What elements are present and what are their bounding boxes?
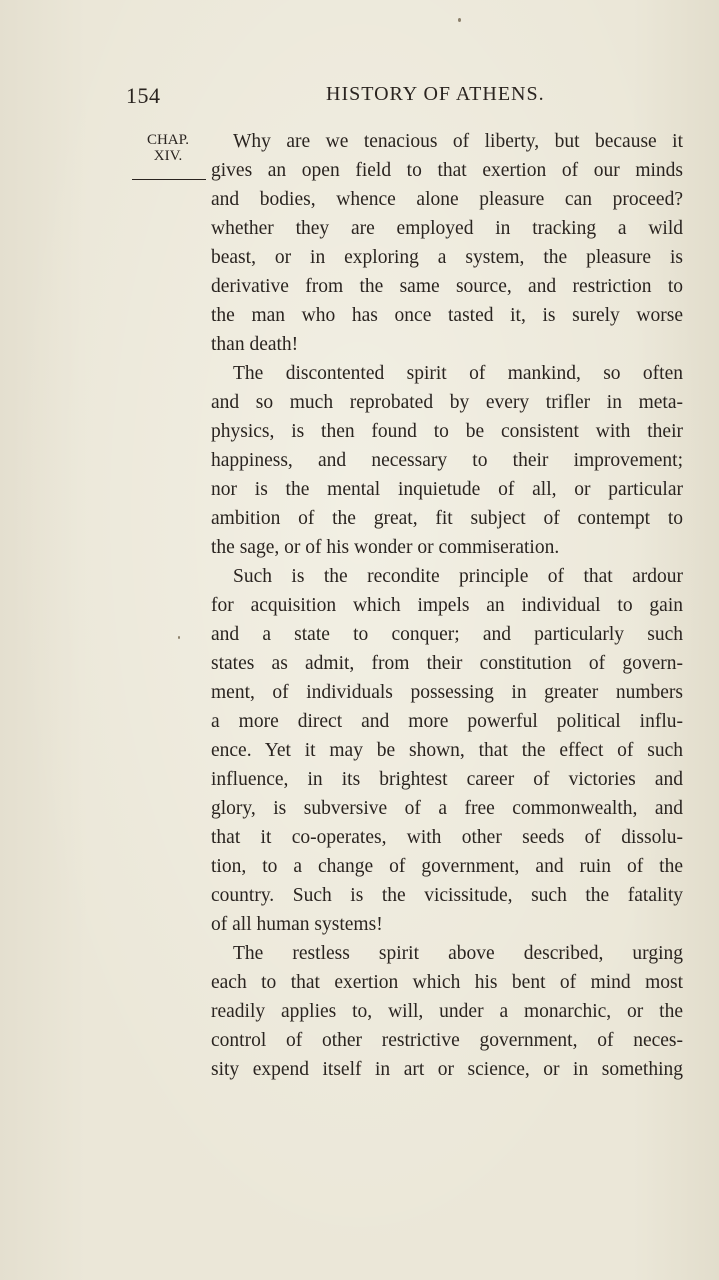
text-line: control of other restrictive government, of neces- xyxy=(211,1030,683,1051)
text-line: The discontented spirit of mankind, so often xyxy=(233,363,683,384)
text-line: and bodies, whence alone pleasure can proceed? xyxy=(211,189,683,210)
text-line: The restless spirit above described, urging xyxy=(233,943,683,964)
text-line: Such is the recondite principle of that ardour xyxy=(233,566,683,587)
sidenote-rule xyxy=(132,179,206,180)
sidenote-chap-number: XIV. xyxy=(153,148,183,164)
text-line: ambition of the great, fit subject of contempt to xyxy=(211,508,683,529)
paper-speck xyxy=(458,18,461,22)
text-line: country. Such is the vicissitude, such the fatality xyxy=(211,885,683,906)
page-number: 154 xyxy=(126,83,161,108)
text-line: nor is the mental inquietude of all, or particular xyxy=(211,479,683,500)
text-line: that it co-operates, with other seeds of dissolu- xyxy=(211,827,683,848)
text-line: ment, of individuals possessing in greater numbers xyxy=(211,682,683,703)
text-line: physics, is then found to be consistent with their xyxy=(211,421,683,442)
text-line: Why are we tenacious of liberty, but because it xyxy=(233,131,683,152)
text-line: than death! xyxy=(211,334,299,355)
text-line: influence, in its brightest career of victories and xyxy=(211,769,683,790)
text-line: gives an open field to that exertion of our minds xyxy=(211,160,683,181)
text-line: ence. Yet it may be shown, that the effect of such xyxy=(211,740,683,761)
text-line: and a state to conquer; and particularly such xyxy=(211,624,683,645)
text-line: derivative from the same source, and restriction to xyxy=(211,276,683,297)
text-line: and so much reprobated by every trifler in meta- xyxy=(211,392,683,413)
sidenote-chap-label: CHAP. xyxy=(146,132,190,148)
text-line: of all human systems! xyxy=(211,914,383,935)
body-text xyxy=(211,127,683,1084)
paper-speck xyxy=(178,636,180,639)
text-line: readily applies to, will, under a monarchic, or the xyxy=(211,1001,683,1022)
page-header xyxy=(0,83,719,113)
text-line: beast, or in exploring a system, the pleasure is xyxy=(211,247,683,268)
text-line: each to that exertion which his bent of mind most xyxy=(211,972,683,993)
chapter-sidenote xyxy=(132,132,204,164)
text-line: states as admit, from their constitution of govern- xyxy=(211,653,683,674)
running-head: HISTORY OF ATHENS. xyxy=(326,83,545,105)
text-line: a more direct and more powerful political influ- xyxy=(211,711,683,732)
text-line: whether they are employed in tracking a wild xyxy=(211,218,683,239)
text-line: the sage, or of his wonder or commiseration. xyxy=(211,537,560,558)
text-line: the man who has once tasted it, is surely worse xyxy=(211,305,683,326)
text-line: tion, to a change of government, and ruin of the xyxy=(211,856,683,877)
text-line: for acquisition which impels an individual to gain xyxy=(211,595,683,616)
text-line: happiness, and necessary to their improvement; xyxy=(211,450,683,471)
text-line: glory, is subversive of a free commonwealth, and xyxy=(211,798,683,819)
text-line: sity expend itself in art or science, or in something xyxy=(211,1059,683,1080)
